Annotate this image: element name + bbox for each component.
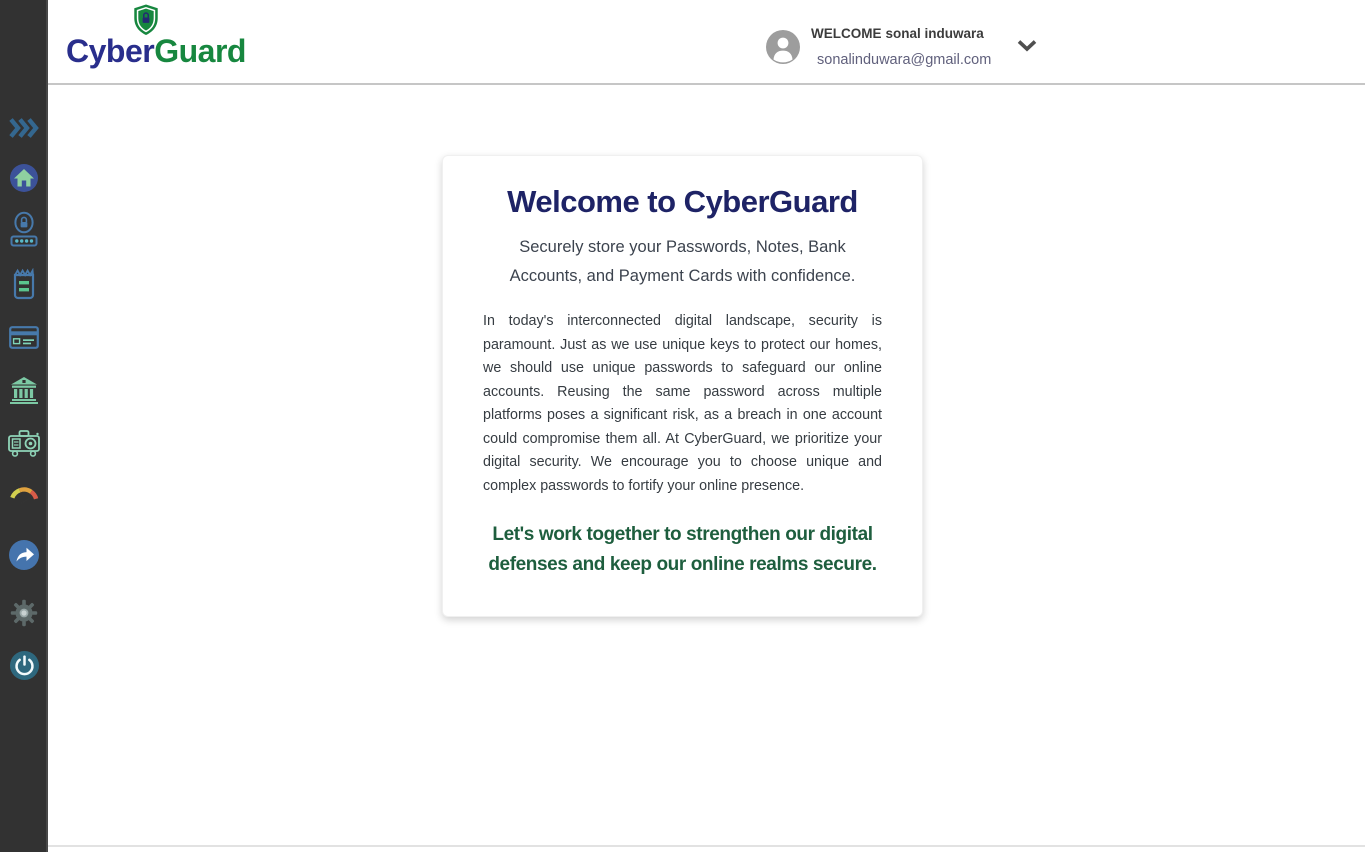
user-text-block	[811, 25, 991, 69]
sidebar-item-share[interactable]	[0, 537, 48, 573]
user-welcome-line	[811, 25, 991, 43]
sidebar-item-logout[interactable]	[0, 647, 48, 683]
sidebar-item-expand-menu[interactable]	[0, 110, 48, 146]
welcome-label: WELCOME	[811, 26, 882, 41]
password-lock-icon	[10, 211, 38, 247]
credit-card-icon	[9, 326, 39, 349]
generator-icon	[7, 427, 41, 457]
sidebar	[0, 0, 48, 852]
user-email: sonalinduwara@gmail.com	[817, 52, 992, 68]
card-body-text: In today's interconnected digital landscape, security is paramount. Just as we use unique keys to protect our homes, we should use unique passwords to safeguard our online accounts. Reusing the same password across multiple platforms poses a significant risk, as a breach in one account could compromise them all. At CyberGuard, we prioritize your digital security. We encourage you to choose unique and complex passwords to fortify your online presence.	[483, 313, 882, 494]
card-callout: Let's work together to strengthen our digital defenses and keep our online realms secure.	[488, 524, 877, 575]
card-title: Welcome to CyberGuard	[507, 184, 858, 219]
welcome-card	[442, 155, 923, 617]
home-icon	[9, 163, 39, 193]
sidebar-item-strength-meter[interactable]	[0, 476, 48, 512]
logo-wordmark	[66, 33, 246, 69]
sidebar-item-bank-accounts[interactable]	[0, 372, 48, 408]
sidebar-item-payment-cards[interactable]	[0, 319, 48, 355]
gauge-icon	[8, 482, 41, 507]
gear-icon	[10, 599, 38, 627]
notepad-icon	[11, 268, 37, 300]
app-logo[interactable]	[66, 3, 246, 69]
card-subtitle: Securely store your Passwords, Notes, Bank Accounts, and Payment Cards with confidence.	[509, 238, 856, 285]
user-menu[interactable]	[766, 25, 991, 69]
shield-lock-icon	[66, 3, 226, 36]
header	[48, 0, 1365, 85]
logo-text-cyber: Cyber	[66, 33, 155, 69]
chevrons-right-icon	[9, 117, 39, 139]
share-arrow-icon	[8, 539, 40, 571]
chevron-down-icon[interactable]	[1016, 39, 1038, 52]
sidebar-item-home[interactable]	[0, 160, 48, 196]
sidebar-item-notes[interactable]	[0, 266, 48, 302]
sidebar-item-passwords[interactable]	[0, 211, 48, 247]
sidebar-item-settings[interactable]	[0, 595, 48, 631]
bottom-divider	[48, 845, 1365, 847]
sidebar-item-password-generator[interactable]	[0, 424, 48, 460]
user-avatar-icon	[766, 30, 800, 64]
bank-icon	[9, 376, 39, 404]
user-name: sonal induwara	[885, 26, 984, 41]
logo-text-guard: Guard	[154, 33, 246, 69]
power-icon	[9, 650, 40, 681]
